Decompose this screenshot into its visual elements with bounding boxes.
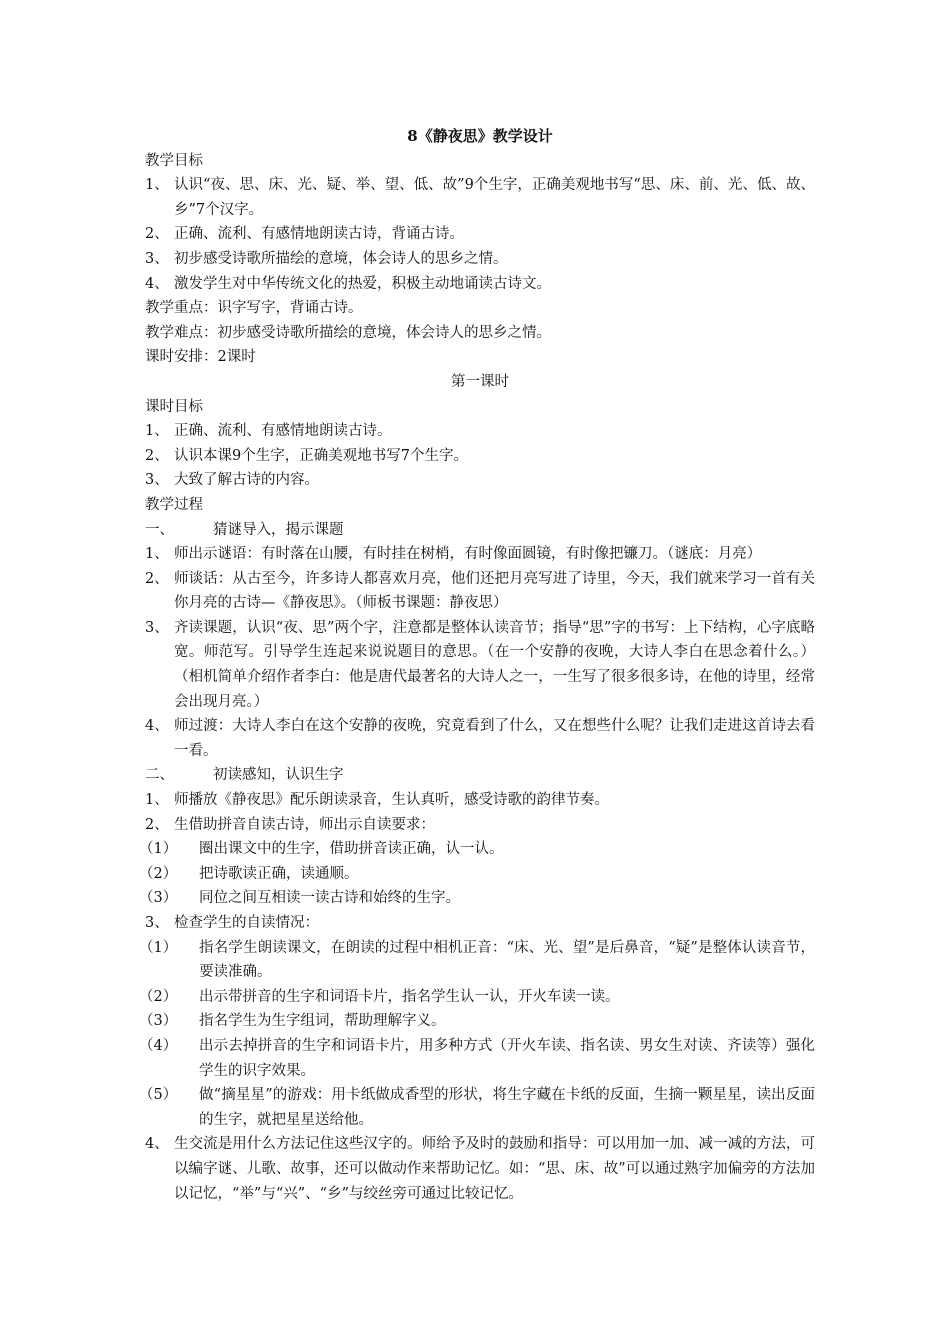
lesson-goal-item xyxy=(145,419,815,444)
goals-heading: 教学目标 xyxy=(145,152,203,169)
item-number: 4、 xyxy=(145,1136,169,1153)
process-item xyxy=(145,714,815,763)
item-number: 4、 xyxy=(145,718,169,735)
sub-item-number: （4） xyxy=(139,1037,178,1054)
item-number: 3、 xyxy=(145,250,169,267)
item-text: 正确、流利、有感情地朗读古诗，背诵古诗。 xyxy=(174,226,464,243)
item-number: 3、 xyxy=(145,472,169,489)
sub-item xyxy=(139,1009,815,1034)
sub-item-text: 出示去掉拼音的生字和词语卡片，用多种方式（开火车读、指名读、男女生对读、齐读等）强化学生的识字效果。 xyxy=(199,1037,815,1079)
process-item xyxy=(145,1132,815,1206)
schedule: 课时安排：2课时 xyxy=(145,349,256,366)
item-text: 师谈话：从古至今，许多诗人都喜欢月亮，他们还把月亮写进了诗里，今天，我们就来学习一首有关你月亮的古诗—《静夜思》。（师板书课题：静夜思） xyxy=(174,570,815,612)
difficulty: 教学难点：初步感受诗歌所描绘的意境，体会诗人的思乡之情。 xyxy=(145,324,551,341)
item-text: 认识本课9个生字，正确美观地书写7个生字。 xyxy=(174,447,468,464)
process-item xyxy=(145,616,815,714)
item-number: 1、 xyxy=(145,177,169,194)
item-number: 1、 xyxy=(145,546,169,563)
sub-item xyxy=(139,886,815,911)
process-heading: 教学过程 xyxy=(145,496,203,513)
sub-item-text: 做“摘星星”的游戏：用卡纸做成香型的形状，将生字藏在卡纸的反面，生摘一颗星星，读出反面的生字，就把星星送给他。 xyxy=(199,1087,815,1128)
sub-item-number: （2） xyxy=(139,865,178,882)
sub-item xyxy=(139,1083,815,1132)
sub-item-number: （5） xyxy=(139,1087,178,1104)
sub-item-text: 圈出课文中的生字，借助拼音读正确，认一认。 xyxy=(199,841,504,858)
item-text: 师播放《静夜思》配乐朗读录音，生认真听，感受诗歌的韵律节奏。 xyxy=(174,792,609,809)
sub-item xyxy=(139,837,815,862)
goal-item xyxy=(145,173,815,222)
sub-item-text: 指名学生为生字组词，帮助理解字义。 xyxy=(199,1013,446,1030)
process-item xyxy=(145,813,815,838)
sub-item-text: 指名学生朗读课文，在朗读的过程中相机正音：“床、光、望”是后鼻音，“疑”是整体认读音节，要读准确。 xyxy=(199,939,815,981)
item-number: 1、 xyxy=(145,423,169,440)
item-text: 齐读课题，认识“夜、思”两个字，注意都是整体认读音节；指导“思”字的书写：上下结构，心字底略宽。师范写。引导学生连起来说说题目的意思。（在一个安静的夜晚，大诗人李白在思念着什么。）（相机简单介绍作者李白：他是唐代最著名的大诗人之一，一生写了很多很多诗，在他的诗里，经常会出现月亮。） xyxy=(174,619,815,710)
item-number: 1、 xyxy=(145,792,169,809)
item-text: 大致了解古诗的内容。 xyxy=(174,472,319,489)
item-text: 检查学生的自读情况： xyxy=(174,915,319,931)
process-item xyxy=(145,542,815,567)
item-number: 2、 xyxy=(145,447,169,464)
process-item xyxy=(145,911,815,936)
item-text: 激发学生对中华传统文化的热爱，积极主动地诵读古诗文。 xyxy=(174,275,551,292)
sub-item xyxy=(139,985,815,1010)
item-number: 3、 xyxy=(145,619,169,636)
section-heading xyxy=(145,763,815,788)
section-heading xyxy=(145,518,815,543)
sub-item-number: （1） xyxy=(139,841,178,858)
item-number: 2、 xyxy=(145,226,169,243)
sub-item-number: （3） xyxy=(139,1013,178,1030)
sub-item-text: 同位之间互相读一读古诗和始终的生字。 xyxy=(199,890,460,907)
section-title: 初读感知，认识生字 xyxy=(213,767,344,784)
sub-item-text: 出示带拼音的生字和词语卡片，指名学生认一认，开火车读一读。 xyxy=(199,988,620,1005)
item-text: 师出示谜语：有时落在山腰，有时挂在树梢，有时像面圆镜，有时像把镰刀。（谜底：月亮） xyxy=(174,546,762,563)
sub-item-number: （2） xyxy=(139,988,178,1005)
section-number: 一、 xyxy=(145,521,174,538)
item-number: 2、 xyxy=(145,816,169,833)
key-point: 教学重点：识字写字，背诵古诗。 xyxy=(145,300,363,317)
item-number: 4、 xyxy=(145,275,169,292)
sub-item xyxy=(139,862,815,887)
section-number: 二、 xyxy=(145,767,174,784)
lesson-goal-item xyxy=(145,444,815,469)
goal-item xyxy=(145,222,815,247)
item-text: 正确、流利、有感情地朗读古诗。 xyxy=(174,423,392,440)
process-item xyxy=(145,567,815,616)
lesson-goal-item xyxy=(145,468,815,493)
item-text: 认识“夜、思、床、光、疑、举、望、低、故”9个生字，正确美观地书写“思、床、前、光、低、故、乡”7个汉字。 xyxy=(174,177,815,218)
sub-item-number: （1） xyxy=(139,939,178,956)
goal-item xyxy=(145,247,815,272)
item-text: 师过渡：大诗人李白在这个安静的夜晚，究竟看到了什么，又在想些什么呢？让我们走进这首诗去看一看。 xyxy=(174,718,815,759)
sub-item-number: （3） xyxy=(139,890,178,907)
sub-item xyxy=(139,1034,815,1083)
item-text: 初步感受诗歌所描绘的意境，体会诗人的思乡之情。 xyxy=(174,250,508,267)
process-item xyxy=(145,788,815,813)
section-title: 猜谜导入，揭示课题 xyxy=(213,521,344,538)
document-page xyxy=(139,124,815,1206)
lesson-heading: 第一课时 xyxy=(451,373,509,390)
item-number: 2、 xyxy=(145,570,169,587)
sub-item xyxy=(139,936,815,985)
goal-item xyxy=(145,272,815,297)
item-number: 3、 xyxy=(145,915,169,931)
lesson-goals-heading: 课时目标 xyxy=(145,398,203,415)
sub-item-text: 把诗歌读正确，读通顺。 xyxy=(199,865,359,882)
item-text: 生借助拼音自读古诗，师出示自读要求： xyxy=(174,816,435,833)
document-title: 8《静夜思》教学设计 xyxy=(407,127,553,145)
item-text: 生交流是用什么方法记住这些汉字的。师给予及时的鼓励和指导：可以用加一加、减一减的方法，可以编字谜、儿歌、故事，还可以做动作来帮助记忆。如：“思、床、故”可以通过熟字加偏旁的方法加以记忆，“举”与“兴”、“乡”与绞丝旁可通过比较记忆。 xyxy=(174,1136,815,1202)
